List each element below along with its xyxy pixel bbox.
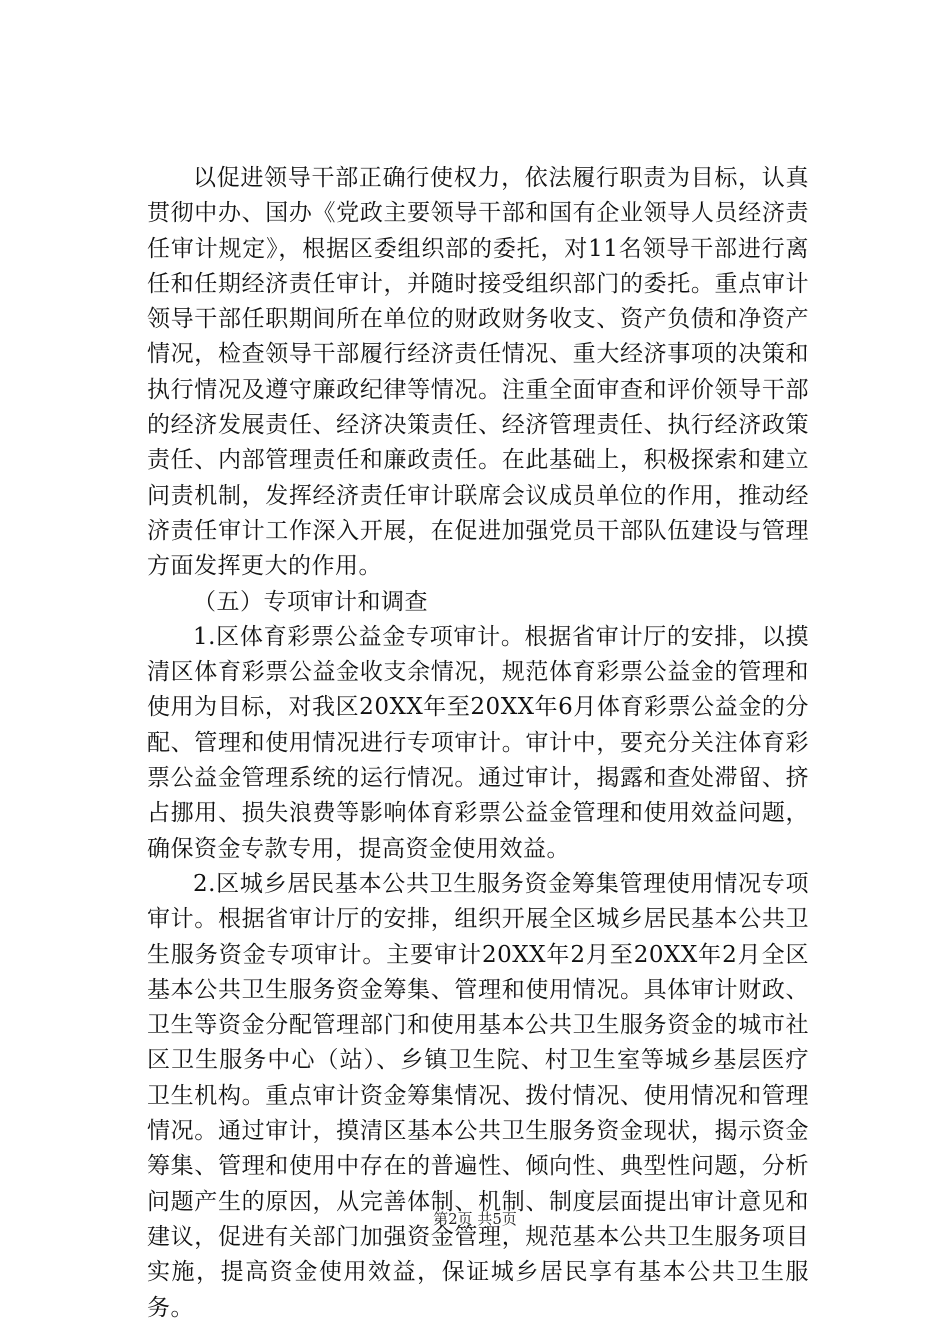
paragraph-economic-responsibility-audit: 以促进领导干部正确行使权力，依法履行职责为目标，认真贯彻中办、国办《党政主要领导干部和国有企业领导人员经济责任审计规定》，根据区委组织部的委托，对11名领导干部进行离任和任期经济责任审计，并随时接受组织部门的委托。重点审计领导干部任职期间所在单位的财政财务收支、资产负债和净资产情况，检查领导干部履行经济责任情况、重大经济事项的决策和执行情况及遵守廉政纪律等情况。注重全面审查和评价领导干部的经济发展责任、经济决策责任、经济管理责任、执行经济政策责任、内部管理责任和廉政责任。在此基础上，积极探索和建立问责机制，发挥经济责任审计联席会议成员单位的作用，推动经济责任审计工作深入开展，在促进加强党员干部队伍建设与管理方面发挥更大的作用。: [147, 165, 809, 580]
document-body: [147, 161, 809, 1326]
page-number-footer: 第2页 共5页: [433, 1210, 517, 1228]
section-heading-special-audit: （五）专项审计和调查: [193, 588, 428, 615]
paragraph-lottery-fund-audit: 1.区体育彩票公益金专项审计。根据省审计厅的安排，以摸清区体育彩票公益金收支余情况，规范体育彩票公益金的管理和使用为目标，对我区20XX年至20XX年6月体育彩票公益金的分配、管理和使用情况进行专项审计。审计中，要充分关注体育彩票公益金管理系统的运行情况。通过审计，揭露和查处滞留、挤占挪用、损失浪费等影响体育彩票公益金管理和使用效益问题，确保资金专款专用，提高资金使用效益。: [147, 623, 809, 862]
paragraph-public-health-fund-audit: 2.区城乡居民基本公共卫生服务资金筹集管理使用情况专项审计。根据省审计厅的安排，组织开展全区城乡居民基本公共卫生服务资金专项审计。主要审计20XX年2月至20XX年2月全区基本公共卫生服务资金筹集、管理和使用情况。具体审计财政、卫生等资金分配管理部门和使用基本公共卫生服务资金的城市社区卫生服务中心（站）、乡镇卫生院、村卫生室等城乡基层医疗卫生机构。重点审计资金筹集情况、拨付情况、使用情况和管理情况。通过审计，摸清区基本公共卫生服务资金现状，揭示资金筹集、管理和使用中存在的普遍性、倾向性、典型性问题，分析问题产生的原因，从完善体制、机制、制度层面提出审计意见和建议，促进有关部门加强资金管理，规范基本公共卫生服务项目实施，提高资金使用效益，保证城乡居民享有基本公共卫生服务。: [147, 870, 809, 1321]
